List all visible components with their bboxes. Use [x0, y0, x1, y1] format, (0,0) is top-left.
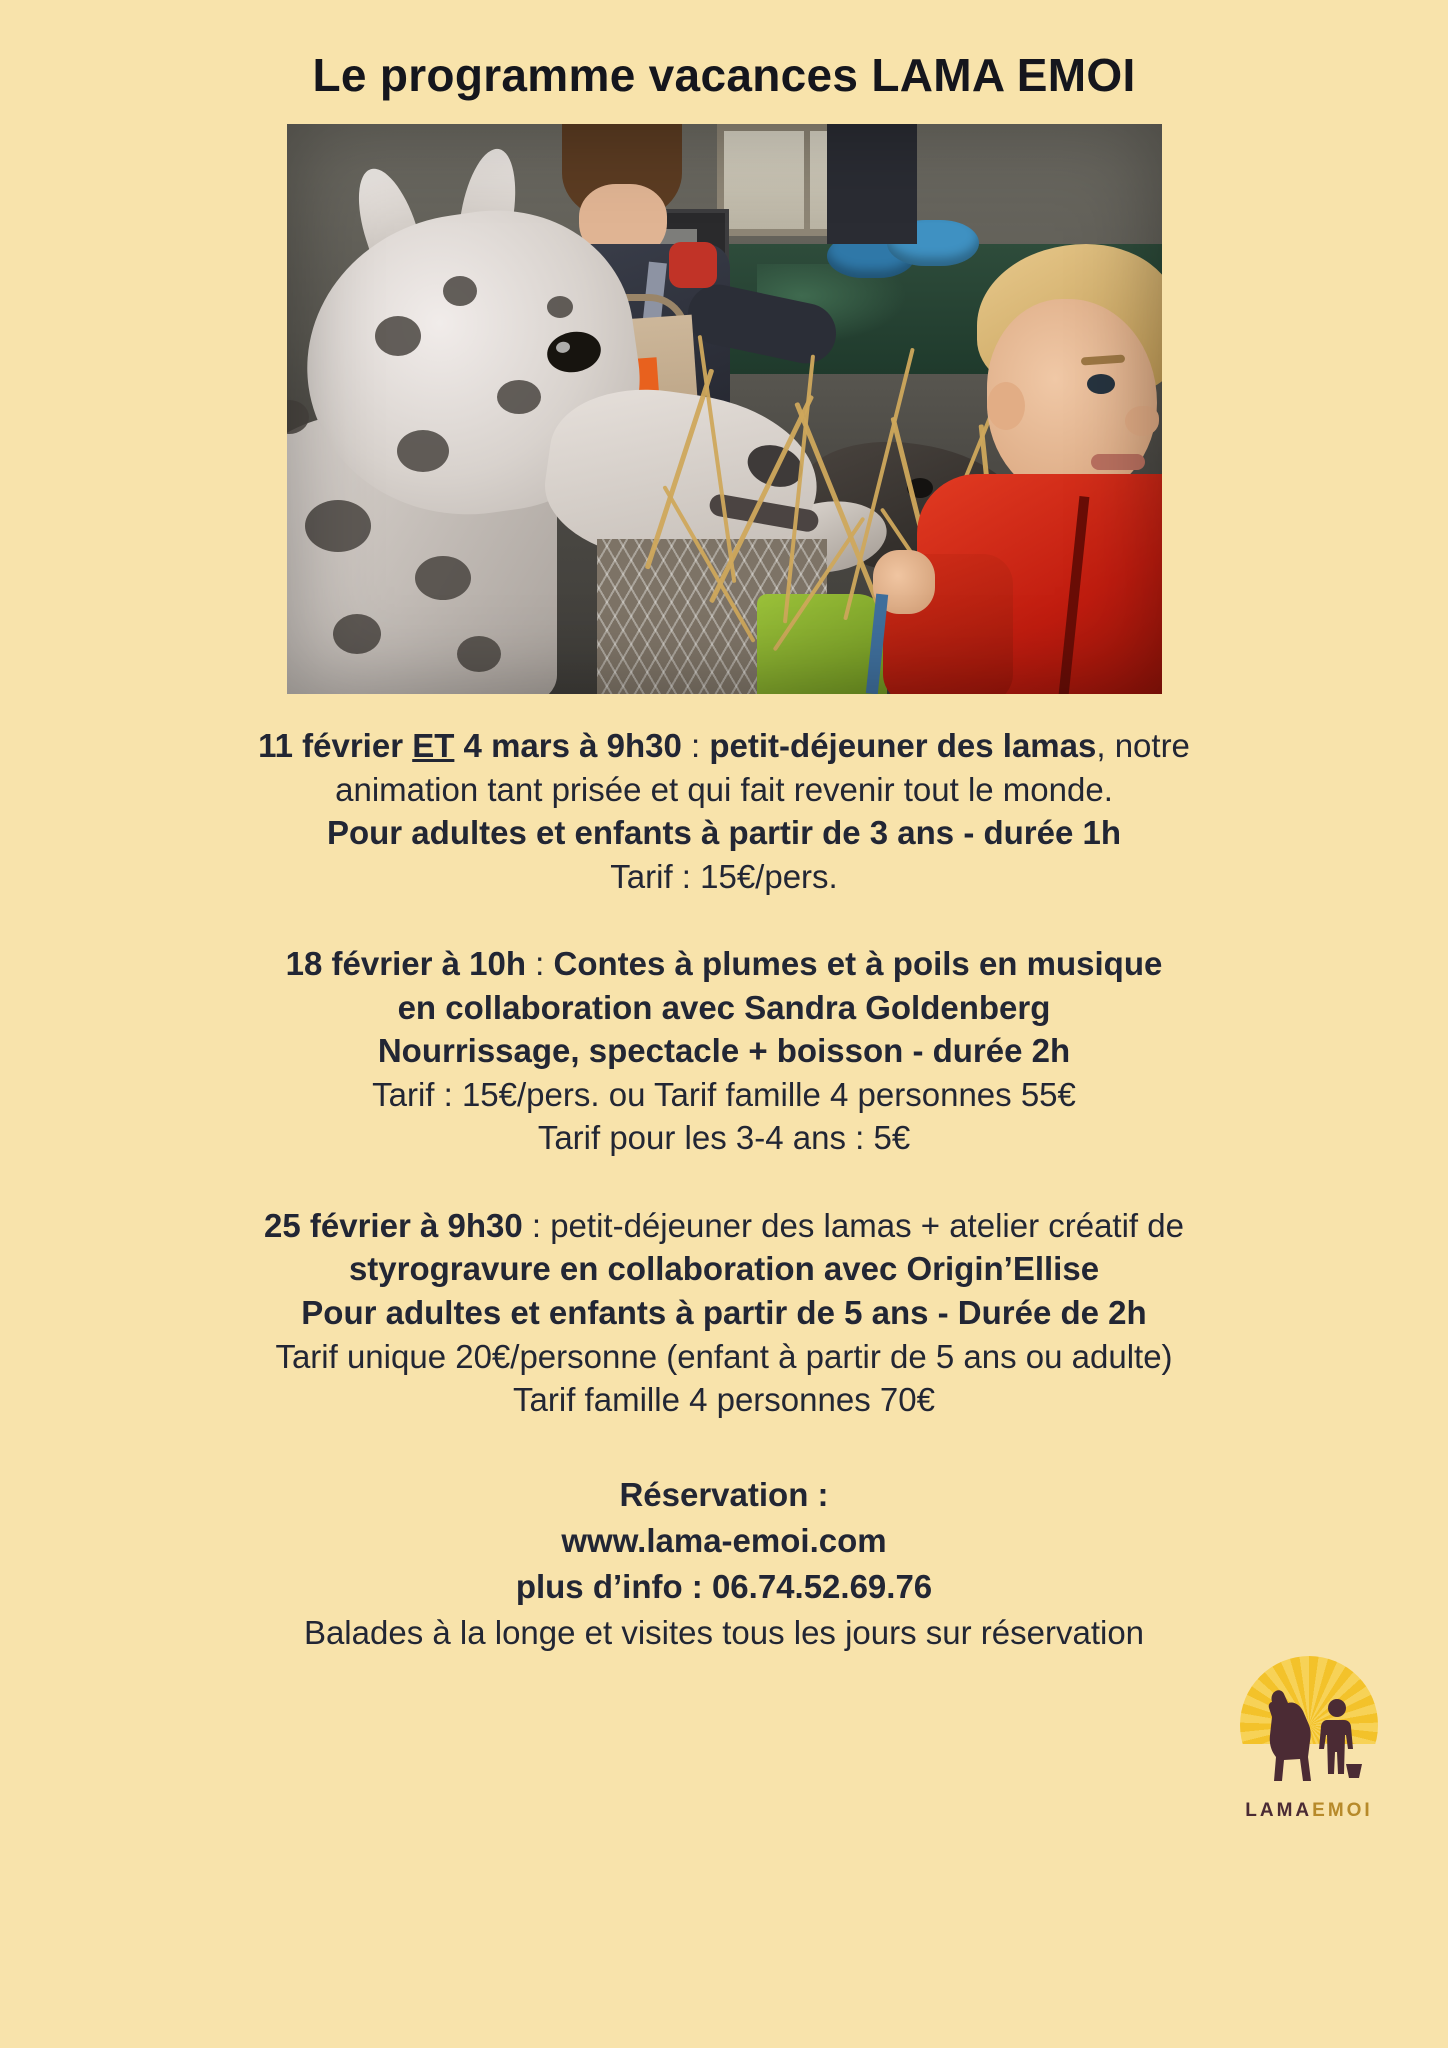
event-line: en collaboration avec Sandra Goldenberg	[397, 988, 1051, 1026]
program-list	[79, 724, 1369, 1466]
event-line: 25 février à 9h30 : petit-déjeuner des lamas + atelier créatif de	[264, 1206, 1184, 1244]
contact-footer	[79, 1472, 1369, 1657]
event-line: 11 février ET 4 mars à 9h30 : petit-déjeuner des lamas, notre	[258, 727, 1190, 764]
event-photo	[287, 124, 1162, 694]
logo-word-emoi: EMOI	[1312, 1800, 1373, 1821]
logo-wordmark	[1224, 1800, 1394, 1822]
event-line: Pour adultes et enfants à partir de 5 ans - Durée de 2h	[301, 1294, 1147, 1332]
llama-and-child-icon	[1242, 1668, 1376, 1796]
page-title: Le programme vacances LAMA EMOI	[312, 49, 1136, 101]
logo-word-lama: LAMA	[1245, 1800, 1313, 1821]
reservation-label: Réservation :	[619, 1475, 829, 1513]
event-block-3	[79, 1204, 1369, 1422]
event-line: Nourrissage, spectacle + boisson - durée 2h	[377, 1032, 1071, 1070]
footer-note: Balades à la longe et visites tous les jours sur réservation	[303, 1614, 1145, 1652]
event-line: styrogravure en collaboration avec Origin’Ellise	[348, 1250, 1100, 1288]
event-block-2	[79, 942, 1369, 1160]
event-line: Tarif : 15€/pers.	[610, 857, 838, 895]
event-line: Tarif pour les 3-4 ans : 5€	[537, 1119, 911, 1157]
photo-vignette	[287, 124, 1162, 694]
event-line: animation tant prisée et qui fait revenir tout le monde.	[335, 770, 1113, 808]
event-line: 18 février à 10h : Contes à plumes et à poils en musique	[285, 945, 1163, 983]
event-line: Tarif famille 4 personnes 70€	[513, 1381, 935, 1419]
event-block-1	[79, 724, 1369, 898]
event-line: Tarif unique 20€/personne (enfant à partir de 5 ans ou adulte)	[275, 1337, 1173, 1375]
lama-emoi-logo	[1224, 1648, 1394, 1848]
event-line: Tarif : 15€/pers. ou Tarif famille 4 personnes 55€	[372, 1075, 1076, 1113]
website-link[interactable]: www.lama-emoi.com	[561, 1521, 887, 1559]
event-line: Pour adultes et enfants à partir de 3 ans - durée 1h	[326, 814, 1122, 852]
phone-line[interactable]: plus d’info : 06.74.52.69.76	[515, 1568, 933, 1606]
